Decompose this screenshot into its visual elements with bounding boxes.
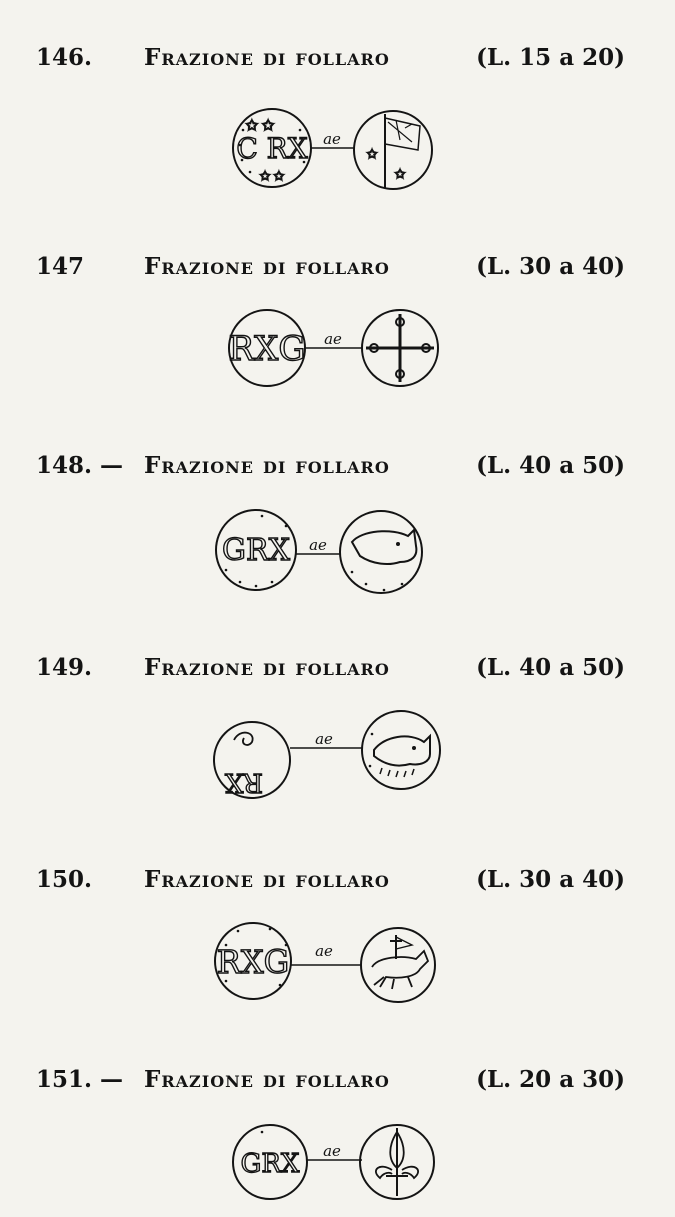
- entry-heading: [36, 44, 625, 78]
- coin-reverse: [340, 511, 422, 593]
- entry-title: Frazione di follaro: [144, 1066, 390, 1093]
- coin-illustration: [0, 1112, 675, 1212]
- coin-illustration: [0, 710, 675, 810]
- entry-price: (L. 40 a 50): [476, 452, 625, 479]
- coin-reverse: [354, 111, 432, 189]
- coin-illustration: [0, 300, 675, 400]
- entry-title: Frazione di follaro: [144, 44, 390, 71]
- entry-number: 148. —: [36, 452, 124, 479]
- coin-obverse: [215, 923, 291, 999]
- svg-text:✩ ✩: ✩ ✩: [246, 118, 274, 134]
- coin-obverse: [229, 310, 306, 386]
- coin-legend: GRX: [240, 1149, 300, 1179]
- coin-legend: GRX: [222, 533, 290, 568]
- entry-heading: [36, 253, 625, 287]
- metal-label: ae: [324, 330, 342, 348]
- entry-price: (L. 40 a 50): [476, 654, 625, 681]
- metal-label: ae: [315, 730, 333, 748]
- coin-reverse: [362, 310, 438, 386]
- entry-number: 149.: [36, 654, 93, 681]
- coin-obverse: [233, 109, 311, 187]
- coin-legend: RX: [224, 767, 264, 797]
- entry-title: Frazione di follaro: [144, 654, 390, 681]
- coin-illustration: [0, 915, 675, 1015]
- metal-label: ae: [309, 536, 327, 554]
- coin-legend: RXG: [216, 943, 290, 981]
- coin-reverse: [362, 711, 440, 789]
- svg-text:✩ ✩: ✩ ✩: [260, 169, 284, 183]
- coin-obverse: [233, 1125, 307, 1199]
- metal-label: ae: [315, 942, 333, 960]
- entry-price: (L. 30 a 40): [476, 866, 625, 893]
- coin-reverse: [360, 1125, 434, 1199]
- coin-legend: C RX: [236, 132, 308, 165]
- svg-text:✩: ✩: [366, 147, 378, 161]
- entry-title: Frazione di follaro: [144, 866, 390, 893]
- entry-number: 147: [36, 253, 85, 280]
- entry-heading: [36, 866, 625, 900]
- entry-heading: [36, 654, 625, 688]
- entry-number: 146.: [36, 44, 93, 71]
- coin-reverse: [361, 928, 435, 1002]
- coin-legend: RXG: [228, 329, 306, 369]
- entry-price: (L. 20 a 30): [476, 1066, 625, 1093]
- svg-text:✩: ✩: [394, 167, 406, 181]
- coin-illustration: [0, 500, 675, 610]
- entry-number: 151. —: [36, 1066, 124, 1093]
- entry-price: (L. 30 a 40): [476, 253, 625, 280]
- entry-number: 150.: [36, 866, 93, 893]
- coin-obverse: [216, 510, 296, 590]
- entry-price: (L. 15 a 20): [476, 44, 625, 71]
- coin-obverse: [214, 722, 290, 798]
- entry-title: Frazione di follaro: [144, 452, 390, 479]
- metal-label: ae: [323, 1142, 341, 1160]
- entry-heading: [36, 452, 625, 486]
- entry-title: Frazione di follaro: [144, 253, 390, 280]
- coin-illustration: [0, 100, 675, 200]
- entry-heading: [36, 1066, 625, 1100]
- metal-label: ae: [323, 130, 341, 148]
